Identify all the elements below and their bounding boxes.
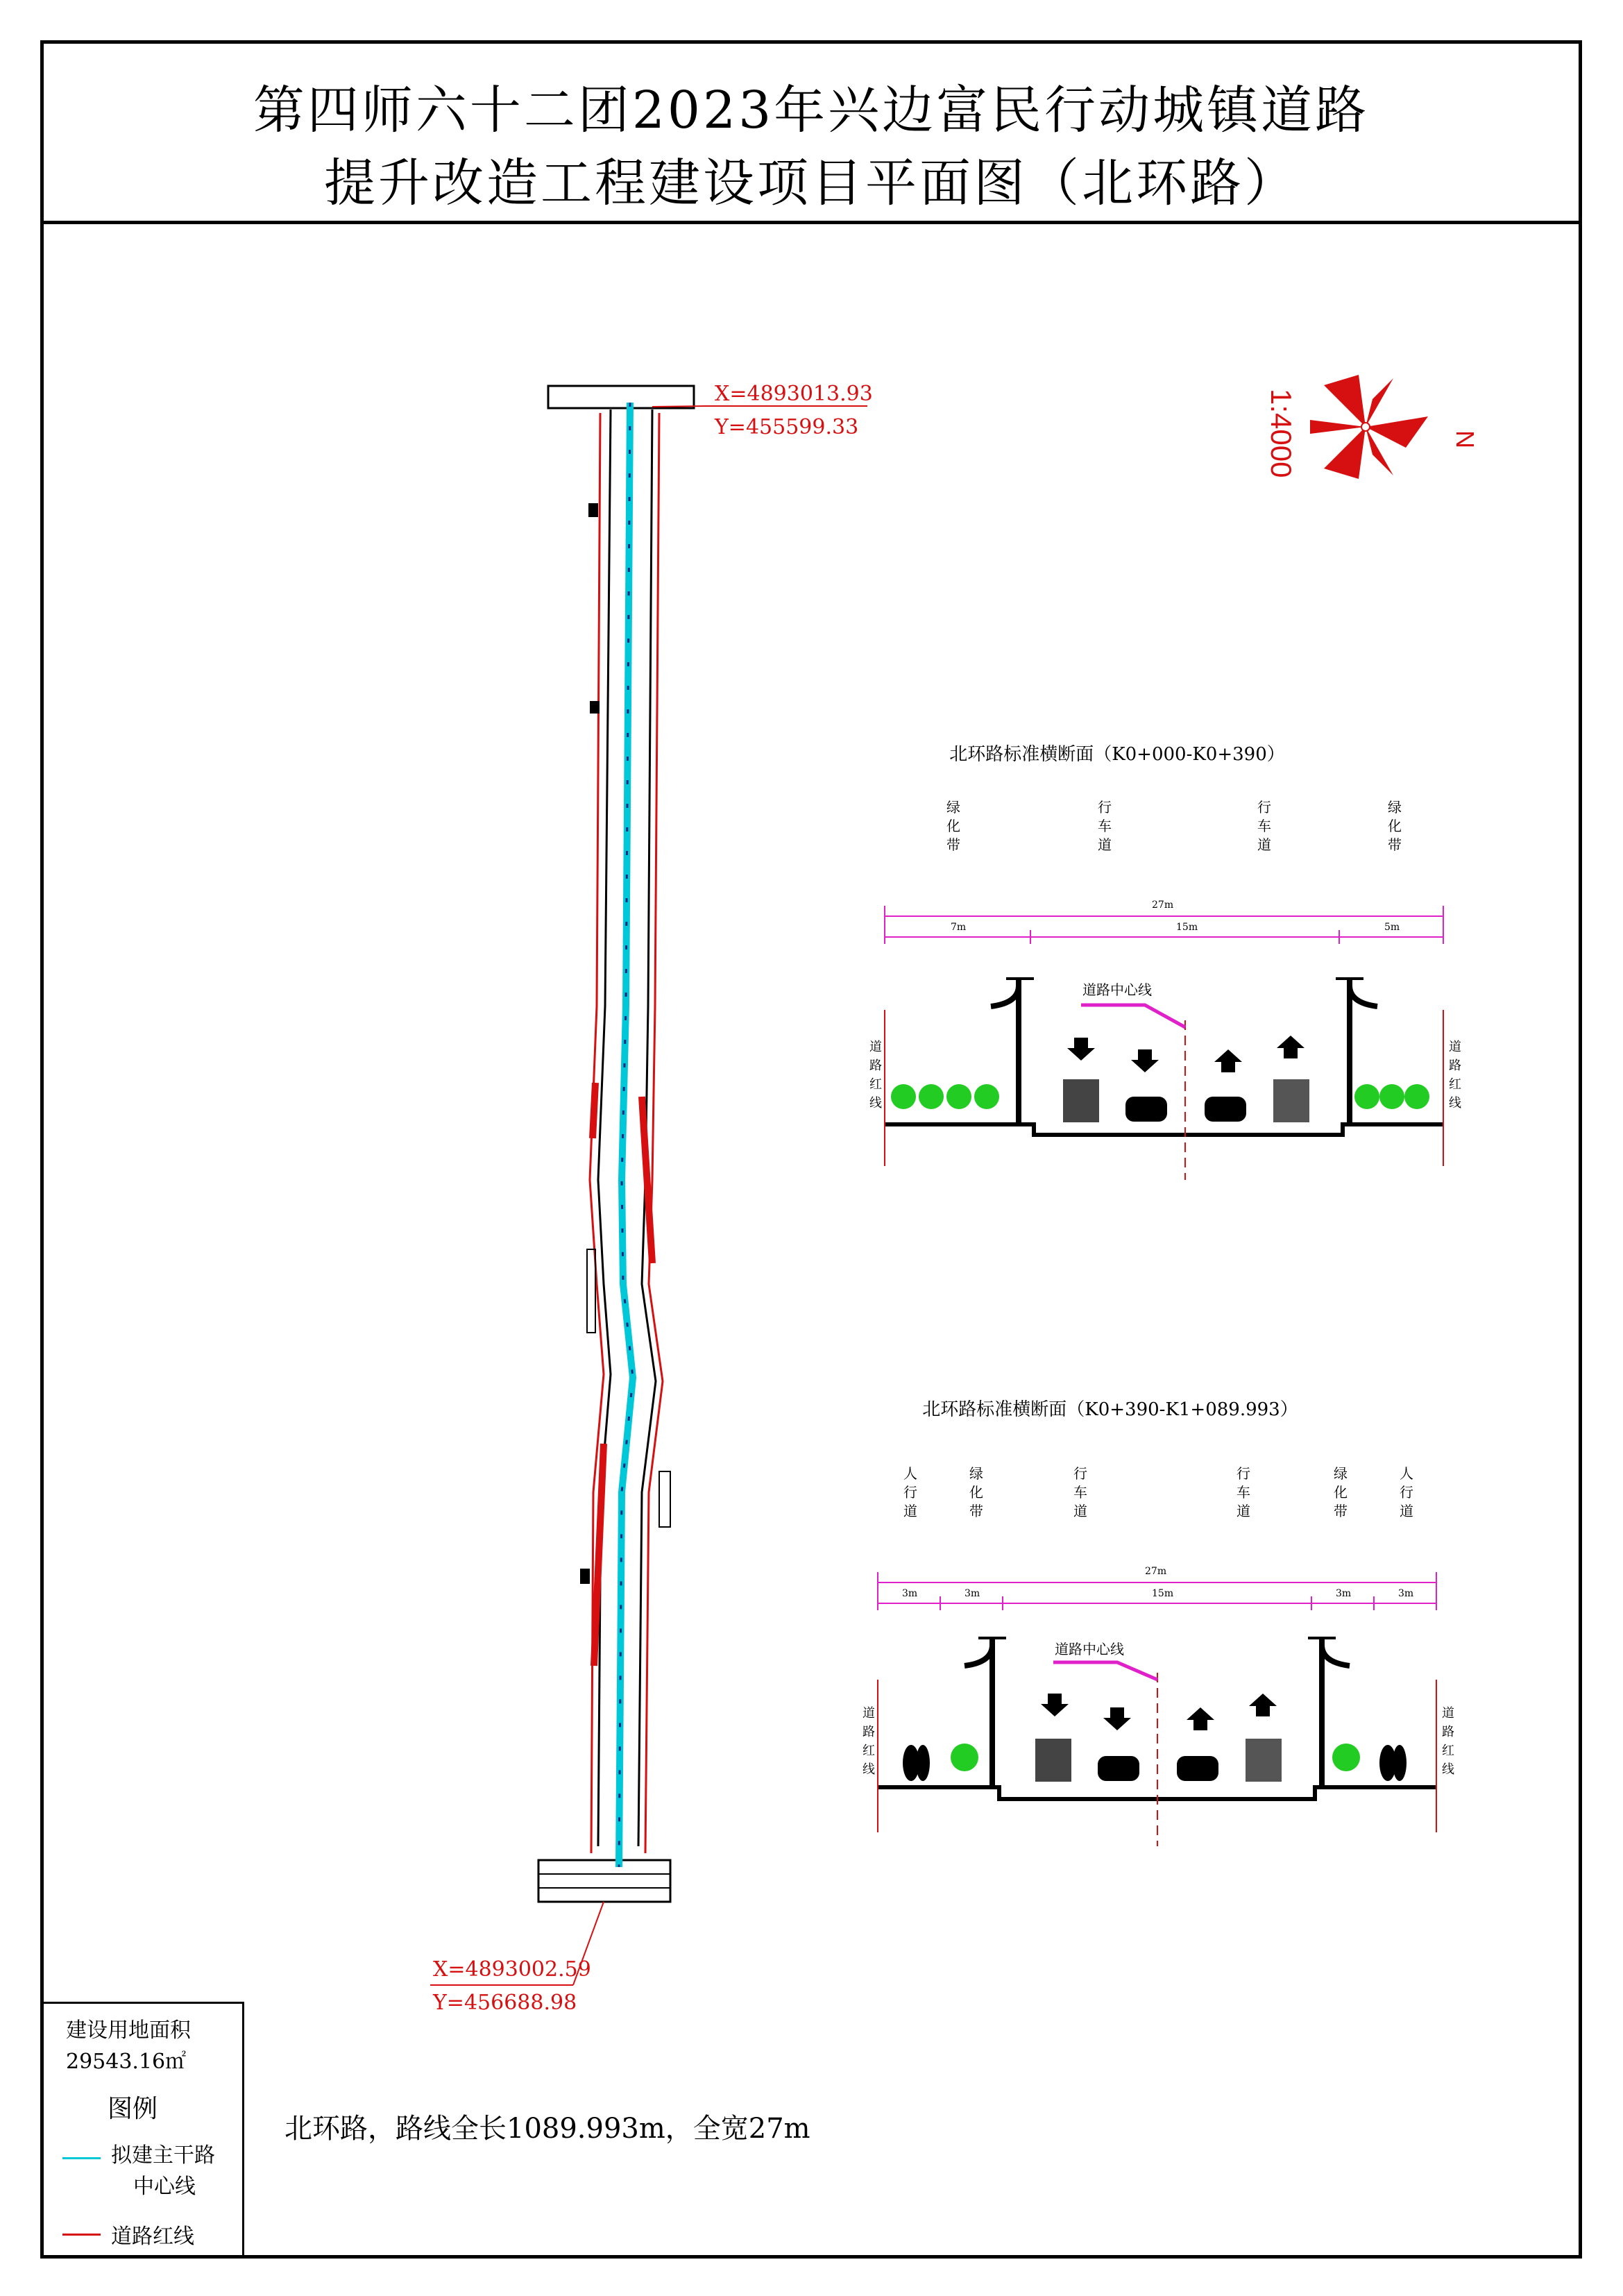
- end-coord-y: Y=456688.98: [433, 1991, 577, 2015]
- section2-title: 北环路标准横断面（K0+390-K1+089.993）: [922, 1399, 1298, 1420]
- legend-centerline-label-1: 拟建主干路: [111, 2143, 215, 2168]
- lane-direction-arrows: [1041, 1694, 1277, 1730]
- road-summary: 北环路，路线全长1089.993m，全宽27m: [284, 2113, 810, 2145]
- section1-redline-left: 道路红线: [869, 1040, 882, 1111]
- section2-zone-5: 绿化带: [1334, 1465, 1348, 1519]
- north-label: N: [1451, 430, 1479, 448]
- section1-total-width: 27m: [1152, 900, 1174, 911]
- tree-icon: [951, 1744, 1360, 1771]
- section1-width-1: 7m: [951, 922, 967, 933]
- pedestrian-icons: [903, 1745, 1407, 1781]
- section2-zone-6: 人行道: [1400, 1465, 1413, 1519]
- legend-centerline-label-2: 中心线: [133, 2175, 196, 2199]
- section1-centerline-label: 道路中心线: [1082, 981, 1152, 998]
- section2-total-width: 27m: [1145, 1566, 1167, 1577]
- area-value: 29543.16㎡: [66, 2050, 187, 2074]
- section1-redline-right: 道路红线: [1449, 1040, 1461, 1111]
- section2-zone-4: 行车道: [1237, 1465, 1250, 1519]
- section2-zone-2: 绿化带: [969, 1465, 983, 1519]
- section2-zone-3: 行车道: [1073, 1465, 1087, 1519]
- section1-width-2: 15m: [1176, 922, 1198, 933]
- section1-title: 北环路标准横断面（K0+000-K0+390）: [949, 744, 1285, 765]
- section2-centerline-label: 道路中心线: [1055, 1641, 1124, 1657]
- legend-centerline-swatch: [62, 2157, 101, 2159]
- section2-width-3: 15m: [1152, 1588, 1174, 1599]
- legend-redline-swatch: [62, 2234, 101, 2236]
- vehicle-icons: [1035, 1739, 1282, 1782]
- section2-redline-right: 道路红线: [1442, 1706, 1454, 1777]
- area-label: 建设用地面积: [66, 2018, 191, 2043]
- title-line-2: 提升改造工程建设项目平面图（北环路）: [324, 153, 1298, 213]
- section1-width-3: 5m: [1384, 922, 1400, 933]
- section1-zone-4: 绿化带: [1388, 799, 1402, 853]
- legend-heading: 图例: [108, 2095, 158, 2123]
- section2-zone-1: 人行道: [903, 1465, 917, 1519]
- section2-width-5: 3m: [1398, 1588, 1414, 1599]
- title-line-1: 第四师六十二团2023年兴边富民行动城镇道路: [253, 81, 1370, 140]
- section2-redline-left: 道路红线: [863, 1706, 875, 1777]
- section2-width-1: 3m: [902, 1588, 918, 1599]
- start-coord-x: X=4893013.93: [715, 382, 873, 406]
- section2-width-4: 3m: [1336, 1588, 1352, 1599]
- section1-zone-2: 行车道: [1098, 799, 1112, 853]
- start-coord-y: Y=455599.33: [715, 415, 859, 439]
- legend-redline-label: 道路红线: [111, 2225, 194, 2249]
- section1-zone-3: 行车道: [1257, 799, 1271, 853]
- section1-zone-1: 绿化带: [946, 799, 960, 853]
- scale-label: 1:4000: [1265, 389, 1298, 478]
- end-coord-x: X=4893002.59: [433, 1957, 591, 1982]
- section2-width-2: 3m: [965, 1588, 980, 1599]
